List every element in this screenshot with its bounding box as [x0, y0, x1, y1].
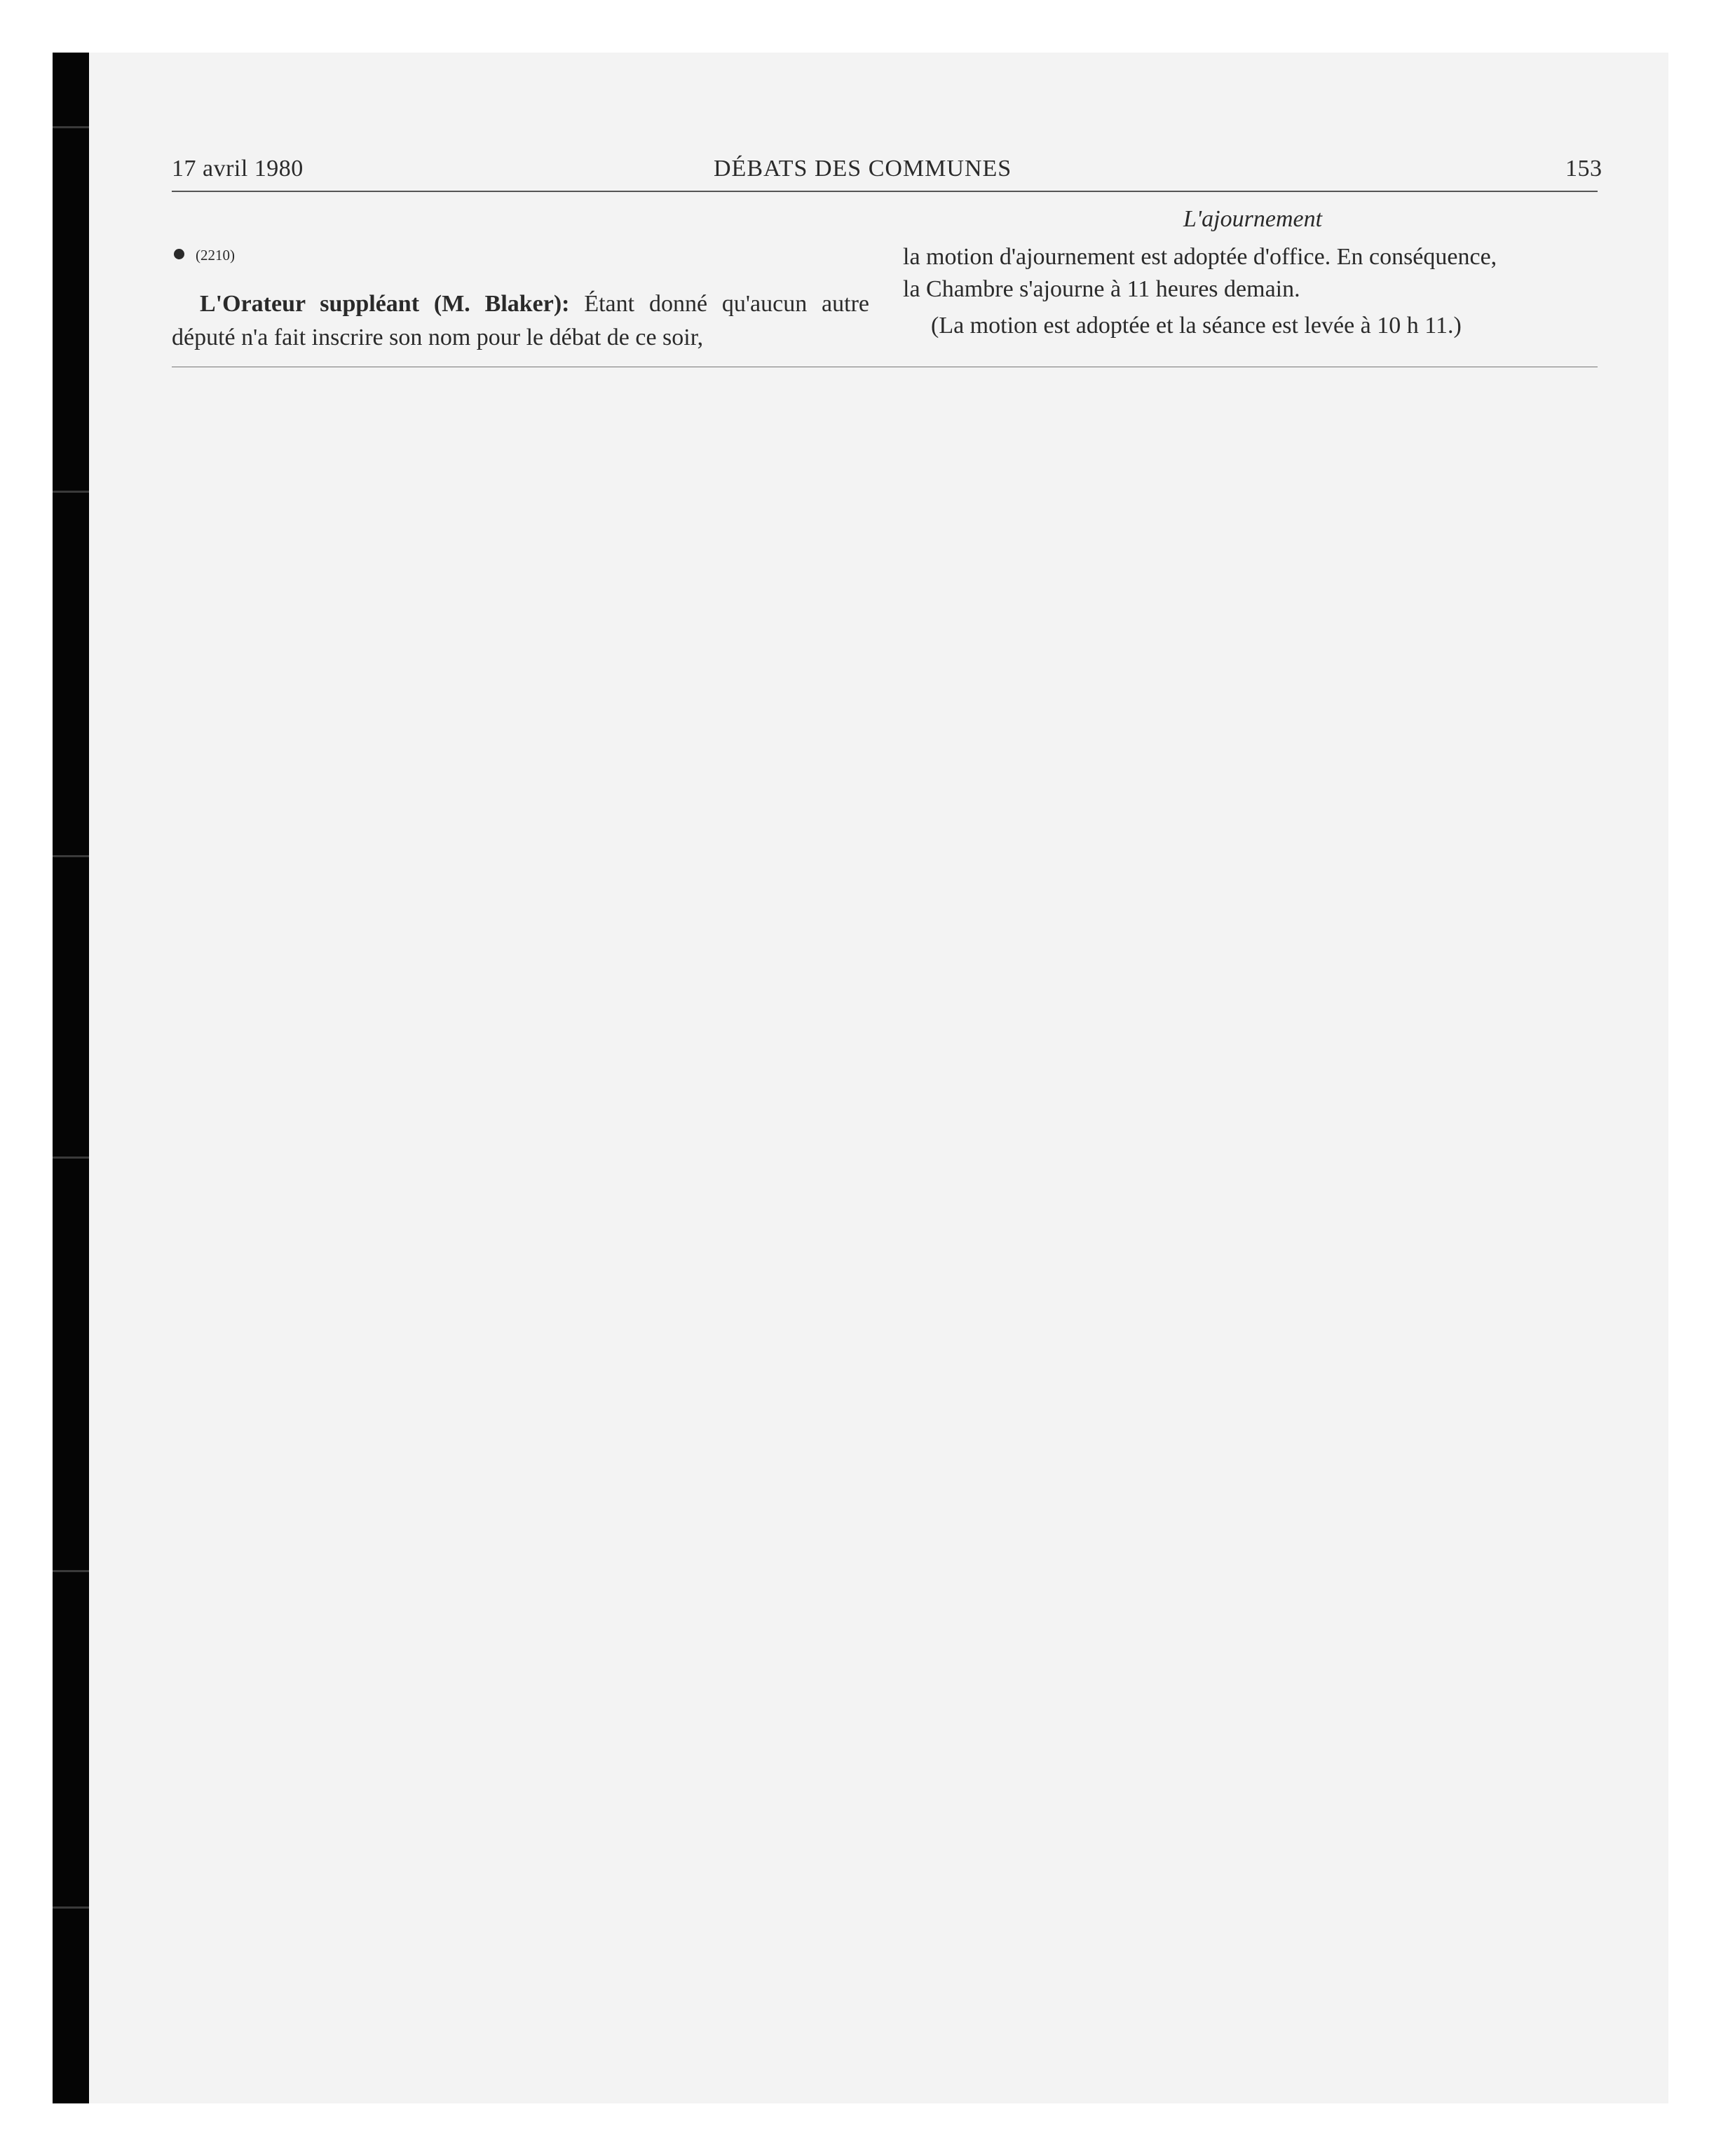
header-title: DÉBATS DES COMMUNES: [714, 156, 1012, 182]
binding-mark: [53, 126, 89, 128]
time-marker-text: (2210): [196, 247, 235, 264]
binding-mark: [53, 491, 89, 493]
time-marker: [174, 247, 235, 264]
right-column-line-1: la motion d'ajournement est adoptée d'office. En conséquence,: [903, 244, 1497, 270]
speaker-name: L'Orateur suppléant (M. Blaker):: [200, 291, 570, 317]
right-column-line-2: la Chambre s'ajourne à 11 heures demain.: [903, 276, 1300, 302]
procedural-note: (La motion est adoptée et la séance est levée à 10 h 11.): [931, 313, 1462, 339]
scan-binding-edge: [53, 53, 89, 2103]
binding-mark: [53, 1570, 89, 1572]
left-column-paragraph: [172, 287, 869, 355]
page-number: 153: [1565, 156, 1603, 182]
header-date: 17 avril 1980: [172, 156, 304, 182]
header-rule: [172, 191, 1598, 192]
binding-mark: [53, 1906, 89, 1909]
page-background: [53, 53, 1668, 2103]
binding-mark: [53, 1157, 89, 1159]
speech-text: Étant donné qu'aucun autre député n'a fait inscrire son nom pour le débat de ce soir,: [172, 291, 869, 350]
bullet-icon: [174, 249, 184, 259]
right-column: [903, 241, 1598, 306]
running-head: L'ajournement: [1183, 206, 1323, 232]
binding-mark: [53, 855, 89, 857]
